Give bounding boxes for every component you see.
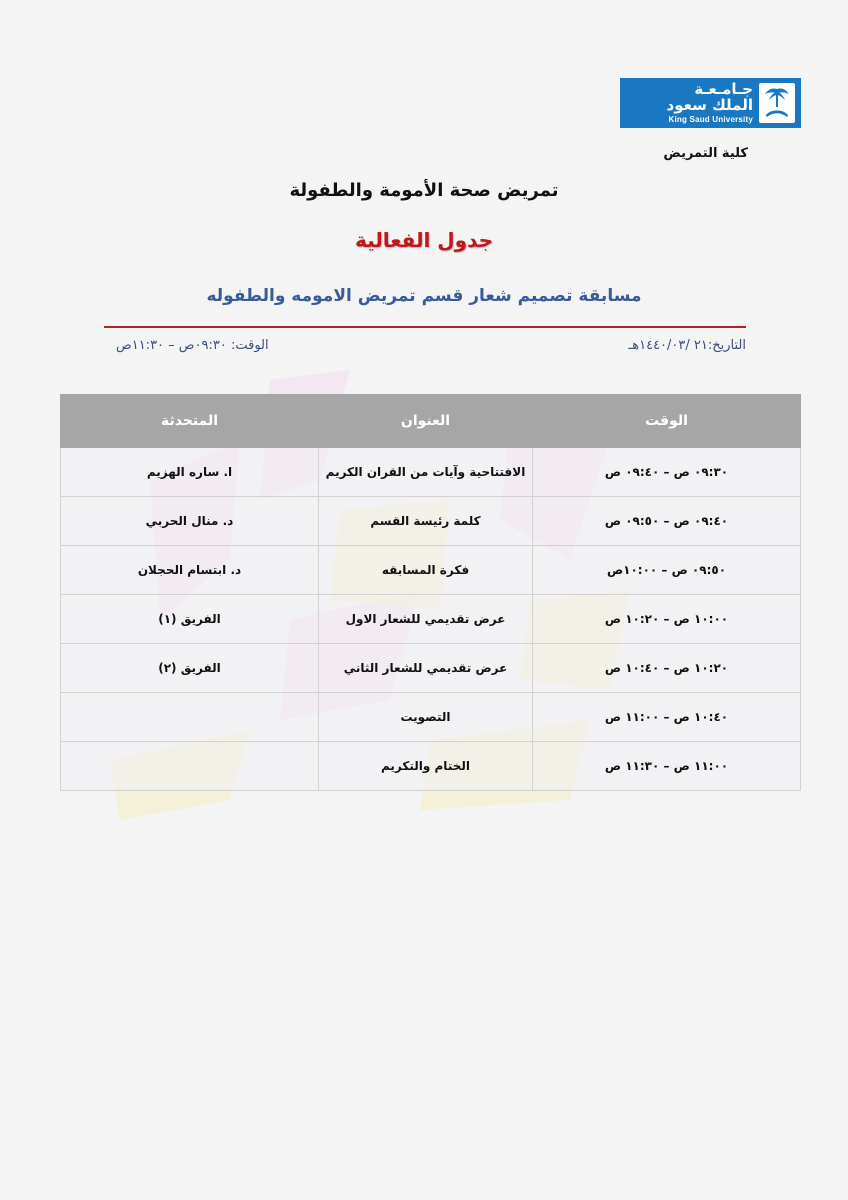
column-header-speaker: المتحدثة xyxy=(61,395,319,448)
row-speaker xyxy=(61,742,319,791)
row-speaker: الفريق (١) xyxy=(61,595,319,644)
event-date: التاريخ:٢١ /١٤٤٠/٠٣هـ xyxy=(628,338,746,353)
row-time: ٠٩:٥٠ ص – ١٠:٠٠ص xyxy=(533,546,801,595)
row-time: ١٠:٠٠ ص – ١٠:٢٠ ص xyxy=(533,595,801,644)
table-row xyxy=(61,742,801,791)
row-title: كلمة رئيسة القسم xyxy=(319,497,533,546)
event-time: الوقت: ٠٩:٣٠ص – ١١:٣٠ص xyxy=(116,338,269,353)
row-title: الافتتاحية وآيات من القران الكريم xyxy=(319,448,533,497)
logo-english-text: King Saud University xyxy=(668,115,753,124)
event-title: جدول الفعالية xyxy=(354,228,494,252)
row-speaker: ا. ساره الهزيم xyxy=(61,448,319,497)
table-row xyxy=(61,448,801,497)
row-title: التصويت xyxy=(319,693,533,742)
university-logo xyxy=(620,78,801,128)
competition-subtitle: مسابقة تصميم شعار قسم تمريض الامومه والطفوله xyxy=(206,286,642,306)
column-header-title: العنوان xyxy=(319,395,533,448)
row-time: ١١:٠٠ ص – ١١:٣٠ ص xyxy=(533,742,801,791)
table-row xyxy=(61,644,801,693)
table-row xyxy=(61,546,801,595)
row-time: ٠٩:٣٠ ص – ٠٩:٤٠ ص xyxy=(533,448,801,497)
row-title: عرض تقديمي للشعار الاول xyxy=(319,595,533,644)
row-time: ١٠:٤٠ ص – ١١:٠٠ ص xyxy=(533,693,801,742)
palm-swords-emblem-icon xyxy=(759,83,795,123)
table-row xyxy=(61,497,801,546)
table-header-row xyxy=(61,395,801,448)
college-name: كلية التمريض xyxy=(663,146,748,161)
row-speaker xyxy=(61,693,319,742)
department-title: تمريض صحة الأمومة والطفولة xyxy=(289,180,559,201)
row-time: ١٠:٢٠ ص – ١٠:٤٠ ص xyxy=(533,644,801,693)
row-speaker: د. منال الحربي xyxy=(61,497,319,546)
table-row xyxy=(61,693,801,742)
row-speaker: الفريق (٢) xyxy=(61,644,319,693)
row-time: ٠٩:٤٠ ص – ٠٩:٥٠ ص xyxy=(533,497,801,546)
table-row xyxy=(61,595,801,644)
schedule-table xyxy=(60,394,801,791)
logo-arabic-text: جـامـعـة الملك سعود xyxy=(666,80,753,114)
row-speaker: د. ابتسام الحجلان xyxy=(61,546,319,595)
divider-line xyxy=(104,326,746,328)
column-header-time: الوقت xyxy=(533,395,801,448)
row-title: الختام والتكريم xyxy=(319,742,533,791)
row-title: فكرة المسابقه xyxy=(319,546,533,595)
row-title: عرض تقديمي للشعار الثاني xyxy=(319,644,533,693)
